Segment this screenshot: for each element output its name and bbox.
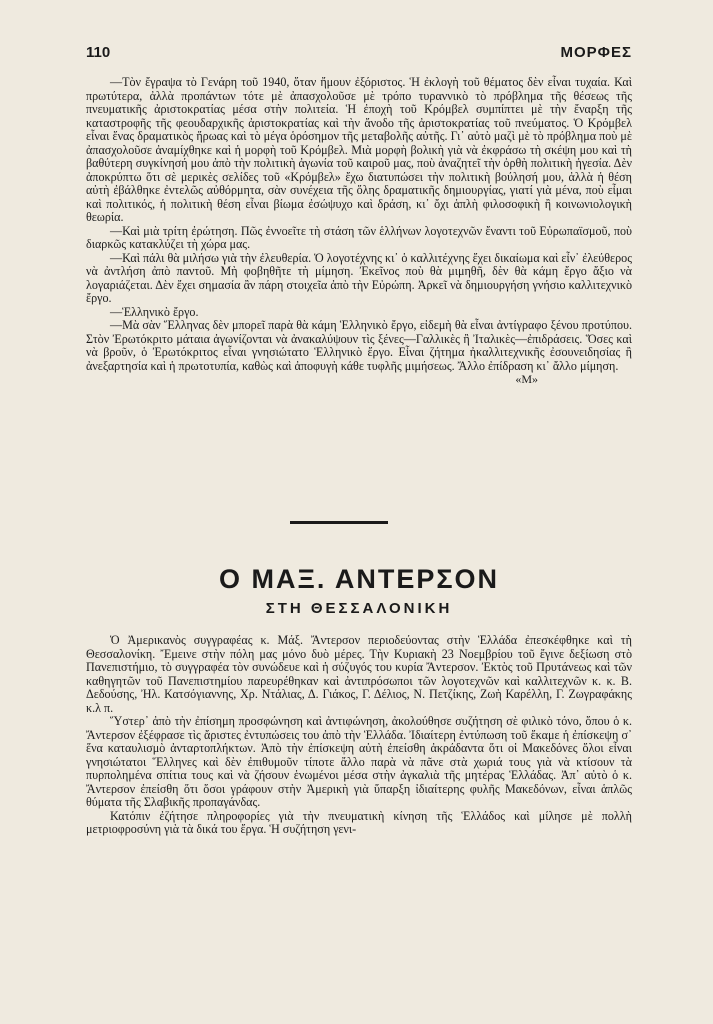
interview-paragraph: —Καὶ πάλι θὰ μιλήσω γιὰ τὴν ἐλευθερία. Ὁ λογοτέχνης κι᾿ ὁ καλλιτέχνης ἔχει δικαίωμα καὶ εἶν᾿ ἐλεύθερος νὰ ἀντλήση ἀπὸ παντοῦ. Μὴ φοβηθῆτε τὴ μίμηση. Ἐκεῖνος ποὺ θὰ μιμηθῆ, δὲν θὰ κάμη ἔργο ἄξιο νὰ λογαριάζεται. Δὲν ἔχει σημασία ἂν πάρη στοιχεῖα ἀπὸ τὴν Εὐρώπη. Ἀρκεῖ νὰ δημιουργήση γνήσιο καλλιτεχνικὸ ἔργο.: [86, 250, 632, 305]
section-divider: [290, 521, 388, 524]
anderson-article: [86, 634, 632, 837]
interview-paragraph: —Ἑλληνικὸ ἔργο.: [110, 304, 199, 319]
magazine-title: ΜΟΡΦΕΣ: [560, 44, 632, 61]
interview-paragraph: —Μὰ σὰν Ἕλληνας δὲν μπορεῖ παρὰ θὰ κάμη Ἑλληνικὸ ἔργο, εἰδεμὴ θὰ εἶναι ἀντίγραφο ξένου προτύπου. Στὸν Ἐρωτόκριτο μάταια ἀγωνίζονται νὰ ἀνακαλύψουν τὶς ξένες—Γαλλικὲς ἢ Ἰταλικὲς—ἐπιδράσεις. Ὅσες καὶ νὰ βροῦν, ὁ Ἐρωτόκριτος εἶναι γνησιώτατο Ἑλληνικὸ ἔργο. Εἶναι ζήτημα ἠκαλλιτεχνικῆς ἐσουνειδησίας ἢ ἀνεξαρτησία καὶ ἡ πρωτοτυπία, καθὼς καὶ ἀποφυγὴ κάθε τυφλῆς μιμήσεως. Ἄλλο ἐπίδραση κι᾿ ἄλλο μίμηση.: [86, 318, 632, 373]
page-number: 110: [86, 44, 111, 61]
article-title: Ο ΜΑΞ. ΑΝΤΕΡΣΟΝ: [218, 564, 500, 594]
interview-paragraph: —Καὶ μιὰ τρίτη ἐρώτηση. Πῶς ἐννοεῖτε τὴ στάση τῶν ἑλλήνων λογοτεχνῶν ἔναντι τοῦ Εὐρωπαϊσμοῦ, ποὺ διαρκῶς κατακλύζει τὴ χώρα μας.: [86, 223, 632, 251]
article-paragraph: Κατόπιν ἐζήτησε πληροφορίες γιὰ τὴν πνευματικὴ κίνηση τῆς Ἑλλάδος καὶ μίλησε μὲ πολλὴ μετριοφροσύνη γιὰ τὰ δικά του ἔργα. Ἡ συζήτηση γενι-: [86, 808, 632, 836]
interview-article: [86, 76, 632, 387]
interview-paragraph: —Τὸν ἔγραψα τὸ Γενάρη τοῦ 1940, ὅταν ἤμουν ἐξόριστος. Ἡ ἐκλογὴ τοῦ θέματος δὲν εἶναι τυχαία. Καὶ πρωτύτερα, ἀλλὰ προπάντων τότε μὲ ἀπασχολοῦσε μὲ τρόπο τυραννικὸ τὸ πρόβλημα τῆς θέσεως τῆς πνευματικῆς ἀριστοκρατίας μέσα στὴν πολιτεία. Ἡ ἐποχὴ τοῦ Κρόμβελ συμπίπτει μὲ τὴν ἔναρξη τῆς καταστροφῆς τῆς φεουδαρχικῆς ἀριστοκρατίας καὶ τὴν ἄνοδο τῆς ἀριστοκρατίας τοῦ πνεύματος. Ὁ Κρόμβελ εἶναι ἕνας δραματικὸς ἥρωας καὶ τὸ μέγα ὁρόσημον τῆς μεταβολῆς αὐτῆς. Γι᾿ αὐτὸ μαζὶ μὲ τὸ πρόβλημα ποὺ μὲ ἀπασχολοῦσε ἀναμίχθηκε καὶ ἡ μορφὴ τοῦ Κρόμβελ. Μιὰ μορφὴ βολικὴ γιὰ νὰ ἐκφράσω τὴ σκέψη μου καὶ τὴ βαθύτερη συγκίνησή μου ἀπὸ τὴν πολιτικὴ ἀγωνία τοῦ καιροῦ μας, ποὺ ἀναζητεῖ τὴν ὀρθὴ πολιτικὴ ἡγεσία. Δὲν ἀποκρύπτω ὅτι σὲ μερικὲς σελίδες τοῦ «Κρόμβελ» ἔχω διατυπώσει τὴν πολιτικὴ βούλησή μου, ἀλλὰ ἡ θέση αὐτὴ ἐβάλθηκε ἐντελῶς αὐθόρμητα, σὰν συνέχεια τῆς ὅλης δραματικῆς δημιουργίας, γιατί γιὰ μένα, ποὺ εἶμαι καὶ πολιτικός, ἡ πολιτικὴ θέση εἶναι βίωμα ἐσώψυχο καὶ δράση, κι᾿ ὄχι ἁπλὴ φιλοσοφικὴ ἢ κοινωνιολογικὴ θεωρία.: [86, 75, 632, 224]
article-subtitle: ΣΤΗ ΘΕΣΣΑΛΟΝΙΚΗ: [265, 600, 453, 617]
page-header: [86, 44, 632, 64]
article-paragraph: Ὕστερ᾿ ἀπὸ τὴν ἐπίσημη προσφώνηση καὶ ἀντιφώνηση, ἀκολούθησε συζήτηση σὲ φιλικὸ τόνο, ὅπου ὁ κ. Ἄντερσον ἐξέφρασε τὶς ἄριστες ἐντυπώσεις του ἀπὸ τὴν Ἑλλάδα. Ἰδιαίτερη ἐντύπωση τοῦ ἔκαμε ἡ ἐπίσκεψη σ᾿ ἕνα καταυλισμὸ ἀνταρτοπλήκτων. Ἀπὸ τὴν ἐπίσκεψη αὐτὴ ἐπείσθη ἀκράδαντα ὅτι οἱ Μακεδόνες ὅλοι εἶναι γνησιώτατοι Ἕλληνες καὶ δὲν ἐπιθυμοῦν τίποτε ἄλλο παρὰ νὰ πᾶνε στὰ χωριά τους γιὰ νὰ κτίσουν τὰ πυρπολημένα σπίτια τους καὶ νὰ ζήσουν ἑνωμένοι μέσα στὴν ἀγκαλιὰ τῆς μητέρας Ἑλλάδας. Ἀπ᾿ αὐτὸ ὁ κ. Ἄντερσον ἐπείσθη ὅτι ὅσοι γράφουν στὴν Ἀμερικὴ γιὰ ὕπαρξη ἰδιαίτερης φυλῆς Μακεδόνων, εἶναι ἁπλῶς θύματα τῆς Σλαβικῆς προπαγάνδας.: [86, 714, 632, 809]
article-paragraph: Ὁ Ἀμερικανὸς συγγραφέας κ. Μάξ. Ἄντερσον περιοδεύοντας στὴν Ἑλλάδα ἐπεσκέφθηκε καὶ τὴ Θεσσαλονίκη. Ἔμεινε στὴν πόλη μας μόνο δυὸ μέρες. Τὴν Κυριακὴ 23 Νοεμβρίου τοῦ ἔγινε δεξίωση στὸ Πανεπιστήμιο, τὸ συγγραφέα τὸν συνώδευε καὶ ἡ σύζυγός του κυρία Ἄντερσον. Ἐκτὸς τοῦ Πρυτάνεως καὶ τῶν καθηγητῶν τοῦ Πανεπιστημίου παρευρέθηκαν καὶ ἀντιπρόσωποι τῶν λογοτεχνῶν καὶ καλλιτεχνῶν κ. κ. Β. Δεδούσης, Ἠλ. Κατσόγιαννης, Χρ. Ντάλιας, Δ. Γιάκος, Γ. Δέλιος, Ν. Πετζίκης, Ζωὴ Καρέλλη, Γ. Ζωγραφάκης κ.λ π.: [86, 633, 632, 715]
author-signature: «Μ»: [515, 372, 538, 386]
